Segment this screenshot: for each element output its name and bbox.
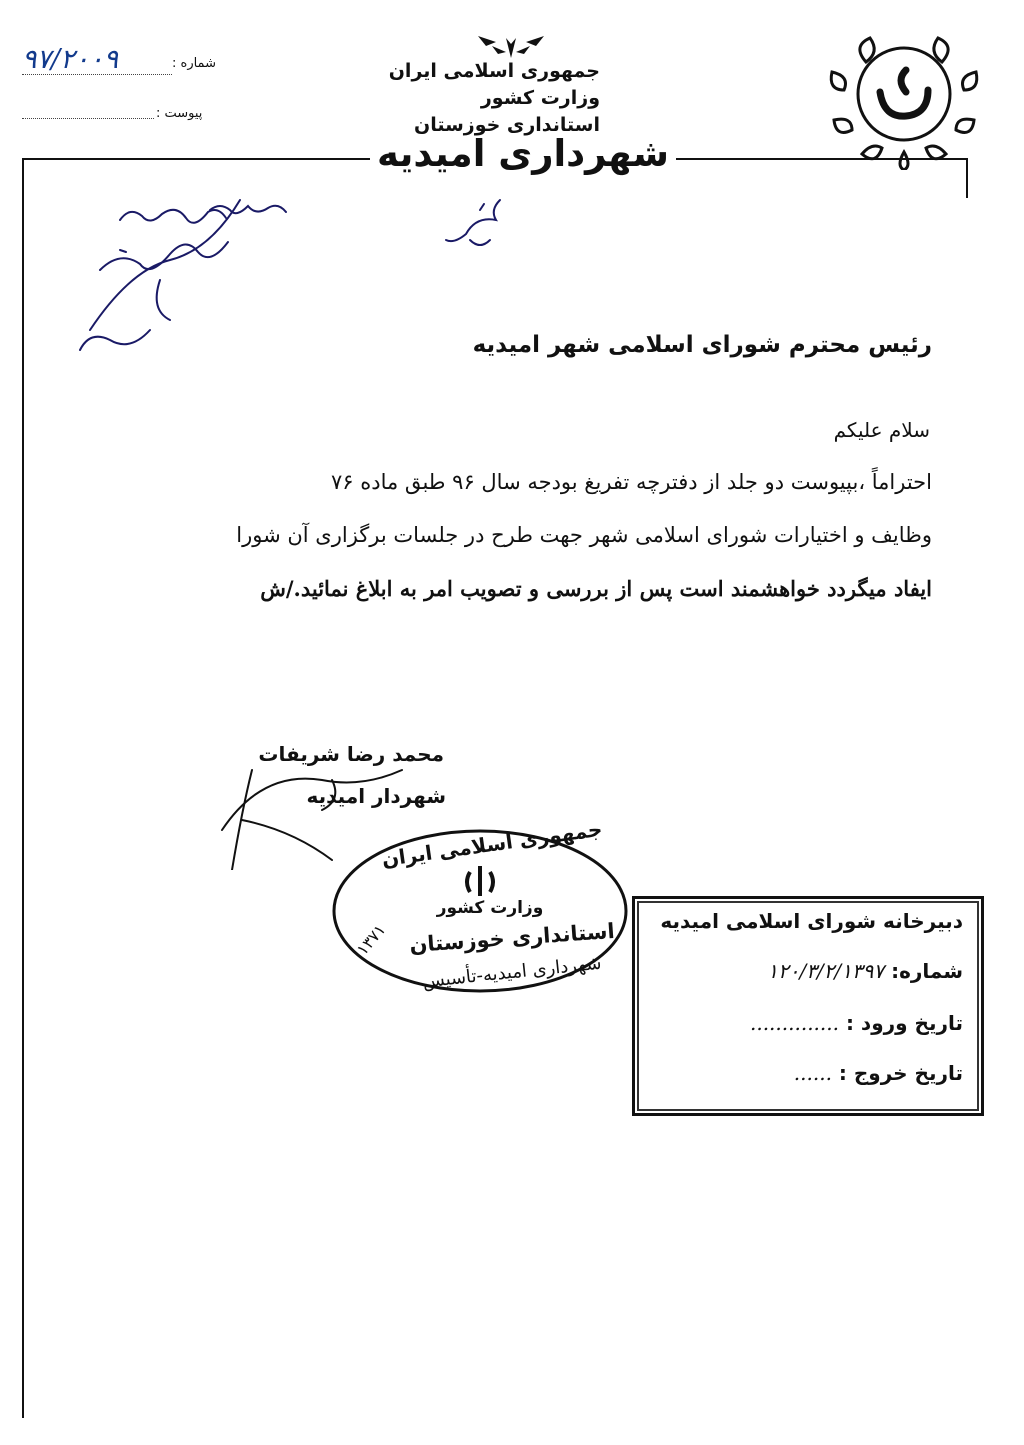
handwritten-top-note bbox=[440, 190, 510, 260]
stamp-entry-row bbox=[750, 1011, 963, 1035]
municipality-logo bbox=[824, 30, 984, 170]
frame-top-left bbox=[22, 158, 370, 160]
seal-governorate: استانداری خوزستان bbox=[408, 918, 616, 958]
letter-line-2: وظایف و اختیارات شورای اسلامی شهر جهت طرح در جلسات برگزاری آن شورا bbox=[236, 523, 932, 547]
seal-municipality: شهرداری امیدیه-تأسیس bbox=[421, 952, 603, 993]
signer-name: محمد رضا شریفات bbox=[258, 742, 444, 766]
stamp-exit-row bbox=[794, 1061, 963, 1085]
seal-ministry: وزارت کشور bbox=[436, 898, 544, 918]
number-value: ۹۷/۲۰۰۹ bbox=[22, 44, 119, 75]
addressee: رئیس محترم شورای اسلامی شهر امیدیه bbox=[472, 332, 932, 358]
stamp-entry-value: .............. bbox=[749, 1011, 839, 1035]
attachment-label: پیوست : bbox=[156, 106, 203, 121]
letter-line-3: ایفاد میگردد خواهشمند است پس از بررسی و تصویب امر به ابلاغ نمائید./ش bbox=[260, 576, 932, 601]
number-label: شماره : bbox=[172, 56, 216, 71]
letter-line-1: احتراماً ،بپیوست دو جلد از دفترچه تفریغ بودجه سال ۹۶ طبق ماده ۷۶ bbox=[331, 470, 932, 494]
emblem-icon bbox=[476, 34, 546, 60]
frame-left bbox=[22, 158, 24, 1418]
handwritten-margin-note bbox=[60, 180, 320, 380]
seal-year: ۱۳۷۱ bbox=[352, 920, 390, 959]
stamp-number-value: ۱۲۰/۳/۲/۱۳۹۷ bbox=[767, 959, 885, 983]
secretariat-stamp bbox=[632, 896, 984, 1116]
stamp-entry-label: تاریخ ورود : bbox=[845, 1011, 963, 1035]
stamp-number-row bbox=[767, 959, 963, 983]
stamp-title: دبیرخانه شورای اسلامی امیدیه bbox=[660, 909, 963, 933]
banner-title: شهرداری امیدیه bbox=[377, 132, 669, 175]
frame-right bbox=[966, 158, 968, 198]
greeting: سلام علیکم bbox=[833, 418, 930, 442]
header-block bbox=[340, 58, 600, 139]
stamp-exit-label: تاریخ خروج : bbox=[838, 1061, 963, 1085]
attachment-underline bbox=[22, 118, 154, 119]
seal-top-text: جمهوری اسلامی ایران bbox=[380, 816, 604, 872]
header-ministry: وزارت کشور bbox=[480, 87, 600, 109]
header-governorate: استانداری خوزستان bbox=[413, 114, 600, 136]
number-underline bbox=[22, 74, 172, 75]
letter-body bbox=[92, 456, 932, 615]
stamp-number-label: شماره: bbox=[891, 959, 963, 983]
signer-title: شهردار امیدیه bbox=[306, 784, 446, 808]
stamp-exit-value: ...... bbox=[793, 1061, 832, 1085]
header-country: جمهوری اسلامی ایران bbox=[388, 60, 600, 82]
frame-top-right bbox=[676, 158, 966, 160]
